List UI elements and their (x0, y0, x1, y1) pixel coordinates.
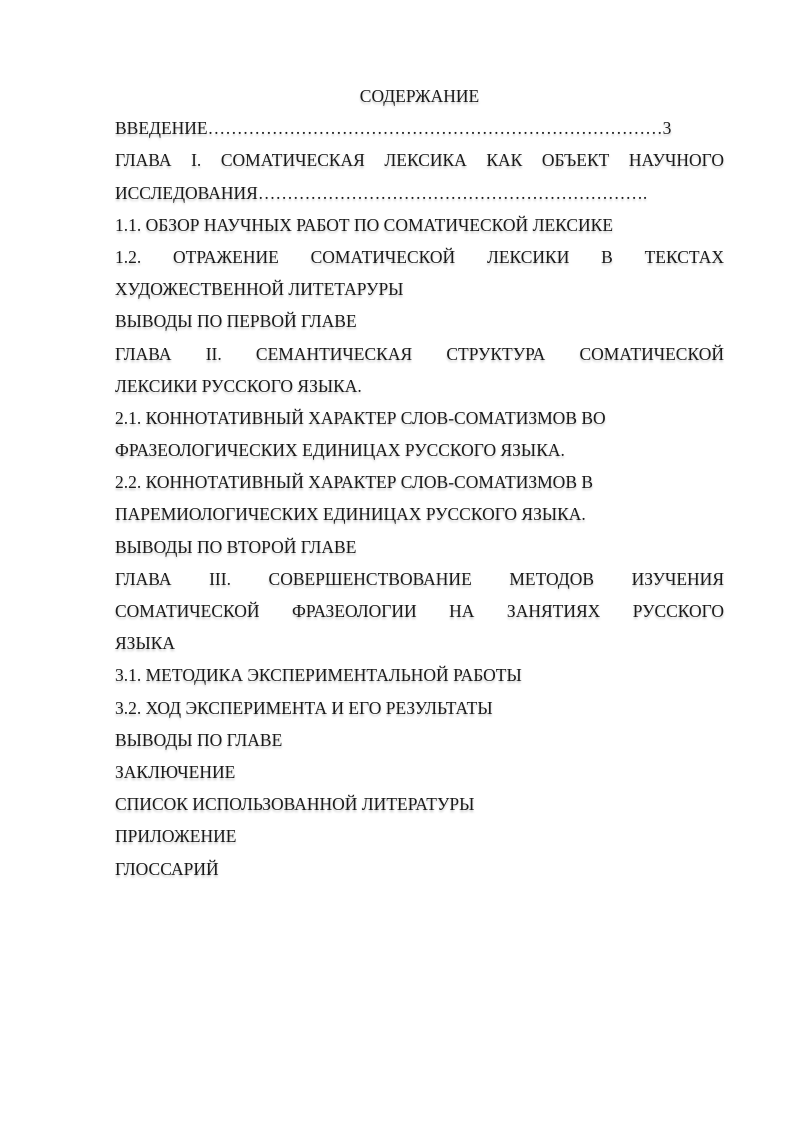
toc-line: ПРИЛОЖЕНИЕ (115, 826, 237, 847)
toc-line: 1.2. ОТРАЖЕНИЕ СОМАТИЧЕСКОЙ ЛЕКСИКИ В ТЕКСТАХ (115, 246, 724, 267)
toc-line: ФРАЗЕОЛОГИЧЕСКИХ ЕДИНИЦАХ РУССКОГО ЯЗЫКА. (115, 440, 565, 461)
toc-line: ГЛАВА III. СОВЕРШЕНСТВОВАНИЕ МЕТОДОВ ИЗУЧЕНИЯ (115, 568, 724, 589)
toc-line: 3.1. МЕТОДИКА ЭКСПЕРИМЕНТАЛЬНОЙ РАБОТЫ (115, 665, 522, 686)
toc-line: ПАРЕМИОЛОГИЧЕСКИХ ЕДИНИЦАХ РУССКОГО ЯЗЫКА. (115, 504, 586, 525)
toc-line: ВЫВОДЫ ПО ПЕРВОЙ ГЛАВЕ (115, 311, 357, 332)
toc-line: 1.1. ОБЗОР НАУЧНЫХ РАБОТ ПО СОМАТИЧЕСКОЙ ЛЕКСИКЕ (115, 214, 614, 235)
toc-title: СОДЕРЖАНИЕ (359, 86, 480, 106)
toc-line: ХУДОЖЕСТВЕННОЙ ЛИТЕТАРУРЫ (115, 279, 404, 300)
toc-line: 2.2. КОННОТАТИВНЫЙ ХАРАКТЕР СЛОВ-СОМАТИЗМОВ В (115, 472, 594, 493)
toc-line: СПИСОК ИСПОЛЬЗОВАННОЙ ЛИТЕРАТУРЫ (115, 794, 475, 815)
toc-line: СОМАТИЧЕСКОЙ ФРАЗЕОЛОГИИ НА ЗАНЯТИЯХ РУССКОГО (115, 601, 724, 621)
toc-line: ЯЗЫКА (115, 633, 176, 654)
table-of-contents (115, 80, 724, 885)
toc-line: ГЛАВА I. СОМАТИЧЕСКАЯ ЛЕКСИКА КАК ОБЪЕКТ НАУЧНОГО (115, 150, 724, 171)
toc-line: ЗАКЛЮЧЕНИЕ (115, 761, 236, 782)
toc-line: ВВЕДЕНИЕ……………………………………………………………………3 (115, 118, 672, 139)
toc-line: ГЛОССАРИЙ (115, 858, 219, 879)
toc-line: ВЫВОДЫ ПО ГЛАВЕ (115, 729, 283, 750)
toc-line: ГЛАВА II. СЕМАНТИЧЕСКАЯ СТРУКТУРА СОМАТИЧЕСКОЙ (115, 343, 724, 364)
toc-line: ИССЛЕДОВАНИЯ…………………………………………………………. (115, 182, 648, 203)
toc-entries (115, 112, 724, 885)
toc-line: ВЫВОДЫ ПО ВТОРОЙ ГЛАВЕ (115, 536, 357, 557)
toc-line: 3.2. ХОД ЭКСПЕРИМЕНТА И ЕГО РЕЗУЛЬТАТЫ (115, 697, 493, 718)
toc-line: 2.1. КОННОТАТИВНЫЙ ХАРАКТЕР СЛОВ-СОМАТИЗМОВ ВО (115, 407, 606, 428)
toc-line: ЛЕКСИКИ РУССКОГО ЯЗЫКА. (115, 375, 362, 396)
